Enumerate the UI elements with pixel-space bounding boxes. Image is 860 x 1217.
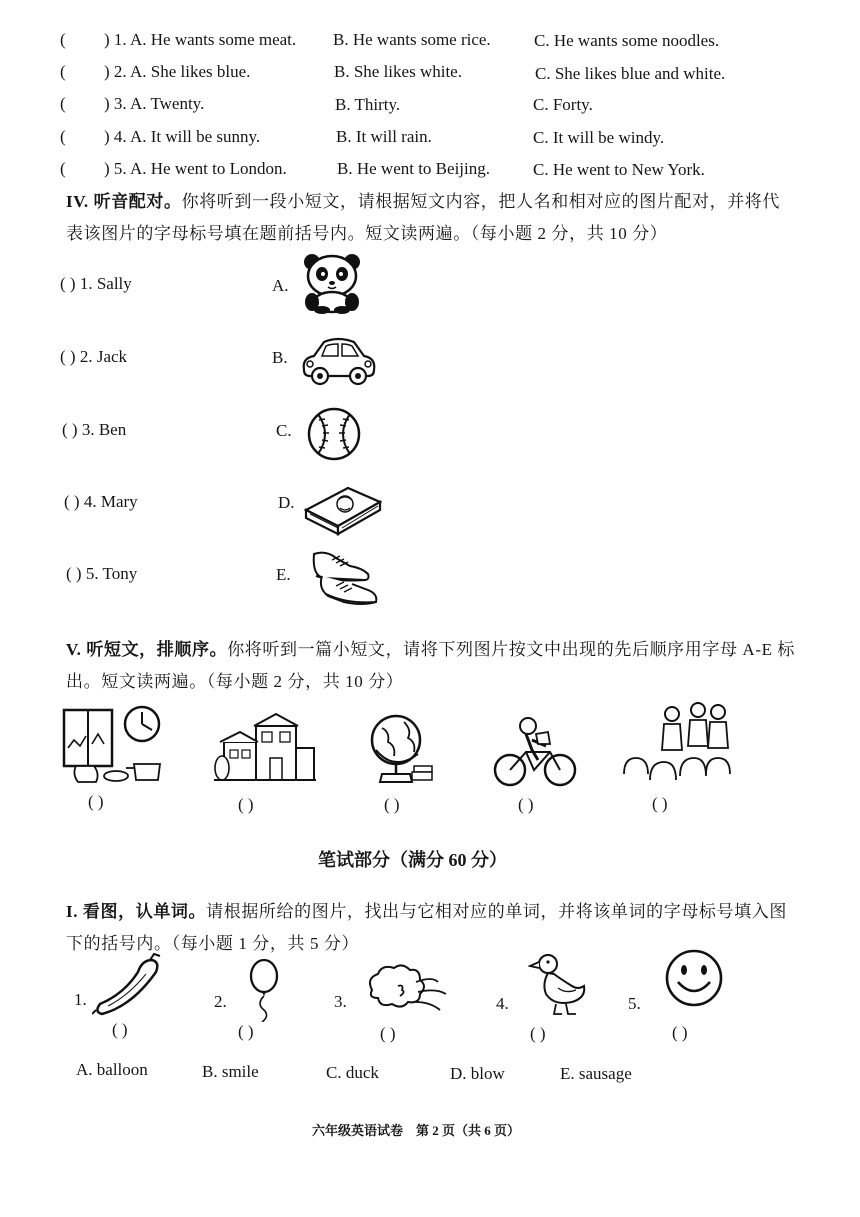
order-bracket-3[interactable]: ( )	[384, 795, 400, 814]
picture-num-1: 1.	[74, 990, 87, 1009]
classroom-people-icon	[620, 700, 732, 786]
word-option-balloon: A. balloon	[76, 1060, 148, 1079]
letter-c: C.	[276, 421, 292, 440]
baseball-icon	[306, 406, 362, 462]
car-icon	[298, 334, 378, 386]
bicycle-icon	[492, 716, 578, 788]
balloon-icon	[246, 958, 282, 1022]
letter-d: D.	[278, 493, 295, 512]
letter-b: B.	[272, 348, 288, 367]
part5-instructions: 你将听到一篇小短文，请将下列图片按文中出现的先后顺序用字母 A-E 标出。短文读两遍。（每小题 2 分，共 10 分）	[66, 640, 796, 692]
option-a: ) 4. A. It will be sunny.	[104, 127, 261, 146]
option-a: ) 1. A. He wants some meat.	[104, 30, 297, 49]
word-bracket-5[interactable]: ( )	[672, 1023, 688, 1042]
sausage-icon	[92, 952, 172, 1018]
picture-num-3: 3.	[334, 992, 347, 1011]
option-a: ) 2. A. She likes blue.	[104, 62, 251, 81]
sneaker-icon	[306, 548, 380, 608]
word-bracket-3[interactable]: ( )	[380, 1024, 396, 1043]
blow-wind-icon	[366, 962, 452, 1020]
order-bracket-2[interactable]: ( )	[238, 795, 254, 814]
smile-face-icon	[664, 948, 724, 1008]
match-name-sally[interactable]: ( ) 1. Sally	[60, 274, 132, 293]
part4-instructions: 你将听到一段小短文，请根据短文内容，把人名和相对应的图片配对，并将代表该图片的字母标号填在题前括号内。短文读两遍。（每小题 2 分，共 10 分）	[66, 192, 781, 244]
word-bracket-4[interactable]: ( )	[530, 1024, 546, 1043]
page-footer: 六年级英语试卷 第 2 页（共 6 页）	[312, 1123, 521, 1138]
picture-num-5: 5.	[628, 994, 641, 1013]
word-option-blow: D. blow	[450, 1064, 505, 1083]
order-bracket-5[interactable]: ( )	[652, 794, 668, 813]
book-icon	[300, 482, 384, 536]
written-section-title: 笔试部分（满分 60 分）	[318, 850, 507, 870]
option-b: B. It will rain.	[336, 127, 432, 146]
panda-icon	[300, 252, 364, 314]
option-b: B. He went to Beijing.	[337, 159, 490, 178]
option-b: B. Thirty.	[335, 95, 401, 114]
option-b: B. She likes white.	[334, 62, 462, 81]
option-a: ) 3. A. Twenty.	[104, 94, 205, 113]
answer-bracket[interactable]: (	[60, 159, 66, 178]
option-a: ) 5. A. He went to London.	[104, 159, 287, 178]
letter-e: E.	[276, 565, 291, 584]
word-option-duck: C. duck	[326, 1063, 379, 1082]
order-bracket-4[interactable]: ( )	[518, 795, 534, 814]
picture-num-4: 4.	[496, 994, 509, 1013]
part5-heading	[66, 634, 796, 699]
picture-num-2: 2.	[214, 992, 227, 1011]
match-name-ben[interactable]: ( ) 3. Ben	[62, 420, 127, 439]
part5-title: V. 听短文，排顺序。	[66, 640, 228, 659]
part4-title: IV. 听音配对。	[66, 192, 182, 211]
written1-title: I. 看图，认单词。	[66, 902, 207, 921]
option-c: C. He wants some noodles.	[534, 31, 720, 50]
option-c: C. Forty.	[533, 95, 593, 114]
answer-bracket[interactable]: (	[60, 94, 66, 113]
option-c: C. She likes blue and white.	[535, 64, 726, 83]
match-name-jack[interactable]: ( ) 2. Jack	[60, 347, 128, 366]
match-name-mary[interactable]: ( ) 4. Mary	[64, 492, 138, 511]
part4-heading	[66, 186, 796, 251]
globe-icon	[368, 710, 434, 784]
duck-icon	[528, 950, 588, 1018]
match-name-tony[interactable]: ( ) 5. Tony	[66, 564, 138, 583]
option-c: C. He went to New York.	[533, 160, 705, 179]
answer-bracket[interactable]: (	[60, 127, 66, 146]
written1-instructions: 请根据所给的图片，找出与它相对应的单词，并将该单词的字母标号填入图下的括号内。（每小题 1 分，共 5 分）	[66, 902, 787, 954]
option-c: C. It will be windy.	[533, 128, 665, 147]
word-option-sausage: E. sausage	[560, 1064, 632, 1083]
word-bracket-2[interactable]: ( )	[238, 1022, 254, 1041]
word-option-smile: B. smile	[202, 1062, 259, 1081]
letter-a: A.	[272, 276, 289, 295]
window-clock-icon	[62, 704, 170, 786]
answer-bracket[interactable]: (	[60, 62, 66, 81]
word-bracket-1[interactable]: ( )	[112, 1020, 128, 1039]
school-building-icon	[214, 712, 316, 784]
order-bracket-1[interactable]: ( )	[88, 792, 104, 811]
answer-bracket[interactable]: (	[60, 30, 66, 49]
option-b: B. He wants some rice.	[333, 30, 491, 49]
